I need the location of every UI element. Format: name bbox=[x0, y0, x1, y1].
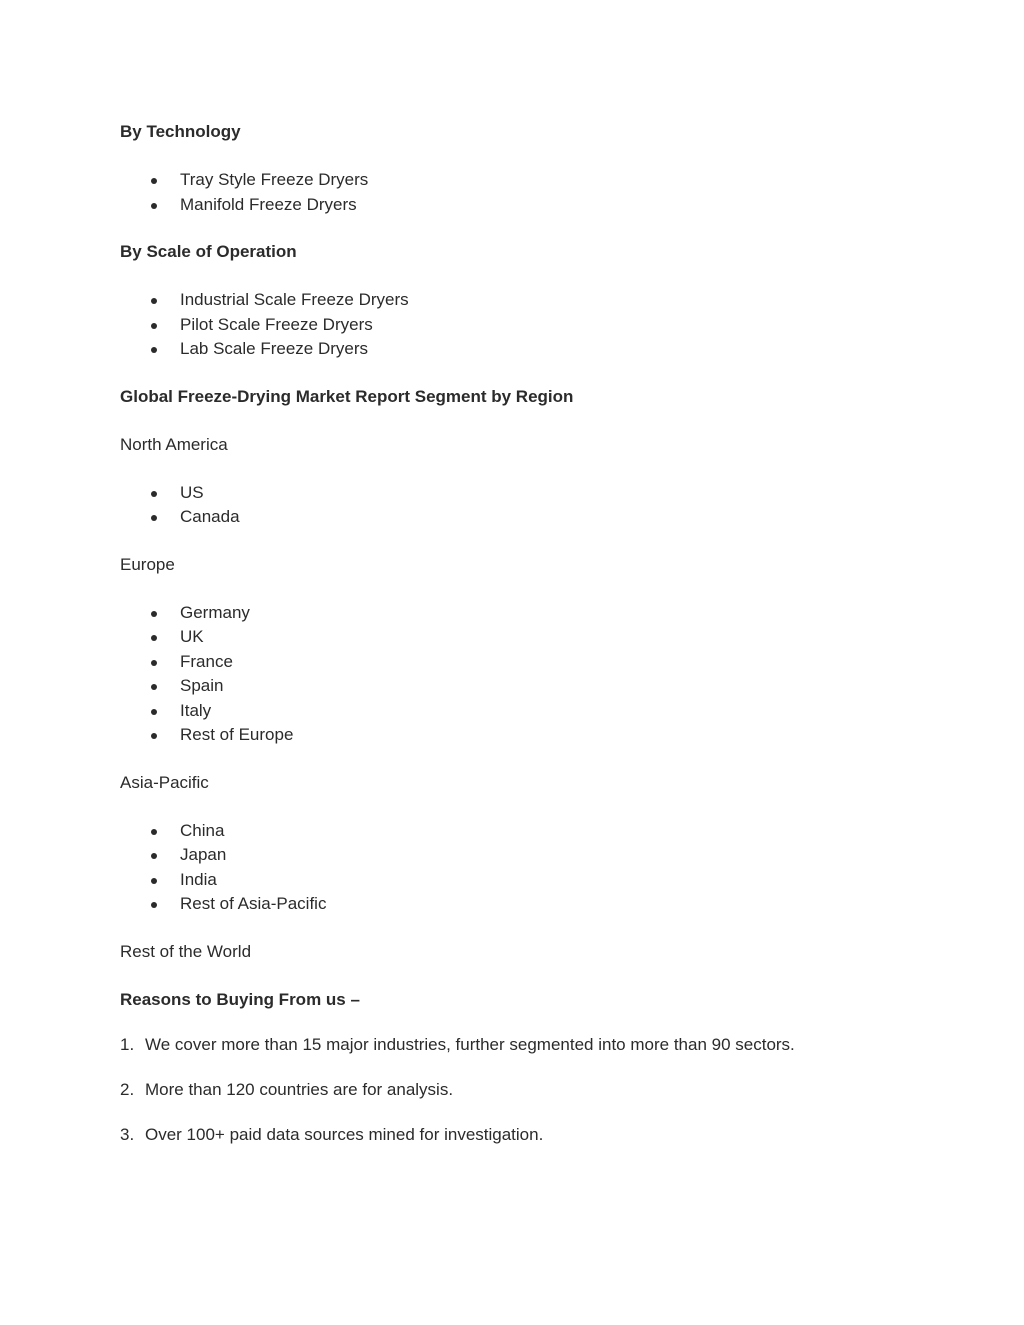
bullet-icon bbox=[151, 878, 157, 884]
region-north-america: North America bbox=[120, 434, 228, 454]
bullet-icon bbox=[151, 611, 157, 617]
document-page bbox=[120, 120, 920, 1148]
list-item: Rest of Europe bbox=[120, 723, 920, 748]
bullet-icon bbox=[151, 347, 157, 353]
bullet-icon bbox=[151, 298, 157, 304]
europe-list bbox=[120, 601, 920, 748]
list-item: India bbox=[120, 868, 920, 893]
bullet-icon bbox=[151, 829, 157, 835]
bullet-icon bbox=[151, 491, 157, 497]
heading-reasons: Reasons to Buying From us – bbox=[120, 989, 360, 1009]
north-america-list bbox=[120, 481, 920, 530]
list-item: France bbox=[120, 650, 920, 675]
bullet-icon bbox=[151, 635, 157, 641]
bullet-icon bbox=[151, 323, 157, 329]
list-item: Manifold Freeze Dryers bbox=[120, 193, 920, 218]
list-item: US bbox=[120, 481, 920, 506]
bullet-icon bbox=[151, 709, 157, 715]
region-rest-of-world: Rest of the World bbox=[120, 941, 252, 961]
bullet-icon bbox=[151, 853, 157, 859]
list-item: Pilot Scale Freeze Dryers bbox=[120, 313, 920, 338]
reason-item: 2. More than 120 countries are for analysis. bbox=[120, 1079, 454, 1099]
list-item: Canada bbox=[120, 505, 920, 530]
technology-list bbox=[120, 168, 920, 217]
asia-pacific-list bbox=[120, 819, 920, 917]
heading-by-technology: By Technology bbox=[120, 122, 241, 141]
bullet-icon bbox=[151, 515, 157, 521]
heading-region: Global Freeze-Drying Market Report Segment by Region bbox=[120, 386, 574, 406]
region-asia-pacific: Asia-Pacific bbox=[120, 772, 209, 792]
bullet-icon bbox=[151, 660, 157, 666]
bullet-icon bbox=[151, 203, 157, 209]
region-europe: Europe bbox=[120, 554, 175, 574]
bullet-icon bbox=[151, 178, 157, 184]
list-item: Japan bbox=[120, 843, 920, 868]
list-item: Tray Style Freeze Dryers bbox=[120, 168, 920, 193]
list-item: UK bbox=[120, 625, 920, 650]
list-item: China bbox=[120, 819, 920, 844]
list-item: Italy bbox=[120, 699, 920, 724]
bullet-icon bbox=[151, 902, 157, 908]
list-item: Germany bbox=[120, 601, 920, 626]
list-item: Rest of Asia-Pacific bbox=[120, 892, 920, 917]
scale-list bbox=[120, 288, 920, 362]
reason-item: 1. We cover more than 15 major industries, further segmented into more than 90 sectors. bbox=[120, 1034, 795, 1054]
bullet-icon bbox=[151, 684, 157, 690]
list-item: Industrial Scale Freeze Dryers bbox=[120, 288, 920, 313]
list-item: Spain bbox=[120, 674, 920, 699]
bullet-icon bbox=[151, 733, 157, 739]
list-item: Lab Scale Freeze Dryers bbox=[120, 337, 920, 362]
heading-by-scale: By Scale of Operation bbox=[120, 242, 297, 261]
reason-item: 3. Over 100+ paid data sources mined for investigation. bbox=[120, 1124, 544, 1144]
